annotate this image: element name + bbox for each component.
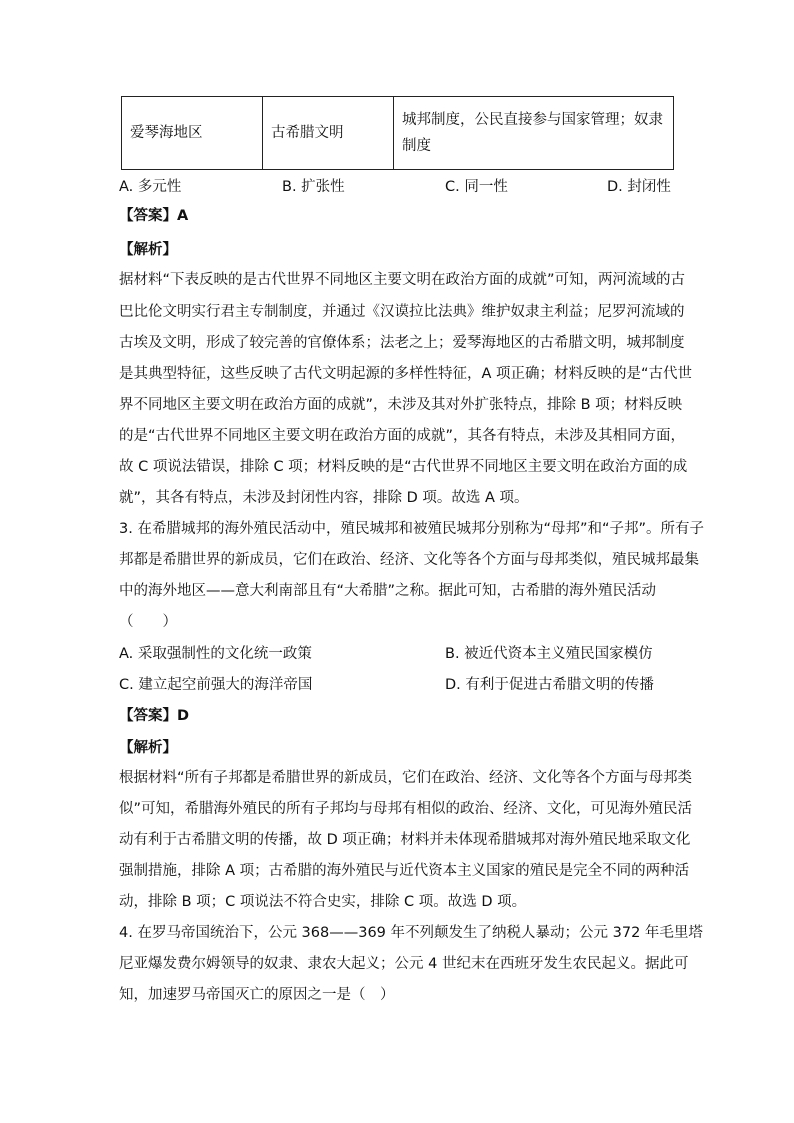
q2-analysis-line: 是其典型特征，这些反映了古代文明起源的多样性特征，A 项正确；材料反映的是“古代世 bbox=[119, 366, 693, 382]
q3-answer: 【答案】D bbox=[119, 708, 190, 724]
q2-option-a: A. 多元性 bbox=[119, 179, 182, 195]
q3-analysis-title: 【解析】 bbox=[119, 740, 177, 756]
q2-analysis-line: 的是“古代世界不同地区主要文明在政治方面的成就”，其各有特点，未涉及其相同方面， bbox=[119, 428, 686, 444]
q3-analysis-line: 根据材料“所有子邦都是希腊世界的新成员，它们在政治、经济、文化等各个方面与母邦类 bbox=[119, 770, 693, 786]
q3-analysis-line: 强制措施，排除 A 项；古希腊的海外殖民与近代资本主义国家的殖民是完全不同的两种活 bbox=[119, 863, 690, 879]
table-cell-region: 爱琴海地区 bbox=[122, 97, 263, 170]
q3-analysis-line: 动，排除 B 项；C 项说法不符合史实，排除 C 项。故选 D 项。 bbox=[119, 894, 527, 910]
civilization-table bbox=[121, 96, 674, 170]
q3-option-c: C. 建立起空前强大的海洋帝国 bbox=[119, 677, 313, 693]
q4-stem-line: 4. 在罗马帝国统治下，公元 368——369 年不列颠发生了纳税人暴动；公元 372 年毛里塔 bbox=[119, 925, 703, 941]
q3-stem-line: 邦都是希腊世界的新成员，它们在政治、经济、文化等各个方面与母邦类似，殖民城邦最集 bbox=[119, 552, 699, 568]
q4-stem-line: 尼亚爆发费尔姆领导的奴隶、隶农大起义；公元 4 世纪末在西班牙发生农民起义。据此可 bbox=[119, 956, 689, 972]
q2-analysis-line: 故 C 项说法错误，排除 C 项；材料反映的是“古代世界不同地区主要文明在政治方面的成 bbox=[119, 459, 688, 475]
q3-stem-line: 3. 在希腊城邦的海外殖民活动中，殖民城邦和被殖民城邦分别称为“母邦”和“子邦”。所有子 bbox=[119, 521, 704, 537]
q2-analysis-line: 据材料“下表反映的是古代世界不同地区主要文明在政治方面的成就”可知，两河流域的古 bbox=[119, 272, 686, 288]
q2-analysis-line: 就”，其各有特点，未涉及封闭性内容，排除 D 项。故选 A 项。 bbox=[119, 490, 529, 506]
q3-stem-line: （ ） bbox=[119, 614, 177, 630]
q4-stem-line: 知，加速罗马帝国灭亡的原因之一是（ ） bbox=[119, 987, 395, 1003]
q3-stem-line: 中的海外地区——意大利南部且有“大希腊”之称。据此可知，古希腊的海外殖民活动 bbox=[119, 583, 657, 599]
q3-analysis-line: 似”可知，希腊海外殖民的所有子邦均与母邦有相似的政治、经济、文化，可见海外殖民活 bbox=[119, 801, 693, 817]
q2-option-d: D. 封闭性 bbox=[607, 179, 671, 195]
table-cell-civilization: 古希腊文明 bbox=[263, 97, 394, 170]
q3-option-d: D. 有利于促进古希腊文明的传播 bbox=[445, 677, 654, 693]
q3-analysis-line: 动有利于古希腊文明的传播，故 D 项正确；材料并未体现希腊城邦对海外殖民地采取文化 bbox=[119, 832, 691, 848]
q2-analysis-title: 【解析】 bbox=[119, 242, 177, 258]
q2-analysis-line: 巴比伦文明实行君主专制制度，并通过《汉谟拉比法典》维护奴隶主利益；尼罗河流域的 bbox=[119, 304, 685, 320]
table-cell-feature: 城邦制度，公民直接参与国家管理；奴隶制度 bbox=[394, 97, 674, 170]
table-row bbox=[122, 97, 674, 170]
q2-analysis-line: 界不同地区主要文明在政治方面的成就”，未涉及其对外扩张特点，排除 B 项；材料反映 bbox=[119, 397, 683, 413]
q3-option-b: B. 被近代资本主义殖民国家模仿 bbox=[445, 646, 653, 662]
q2-answer: 【答案】A bbox=[119, 208, 189, 224]
q3-option-a: A. 采取强制性的文化统一政策 bbox=[119, 646, 312, 662]
q2-option-c: C. 同一性 bbox=[445, 179, 508, 195]
q2-option-b: B. 扩张性 bbox=[282, 179, 345, 195]
q2-analysis-line: 古埃及文明，形成了较完善的官僚体系；法老之上；爱琴海地区的古希腊文明，城邦制度 bbox=[119, 335, 685, 351]
